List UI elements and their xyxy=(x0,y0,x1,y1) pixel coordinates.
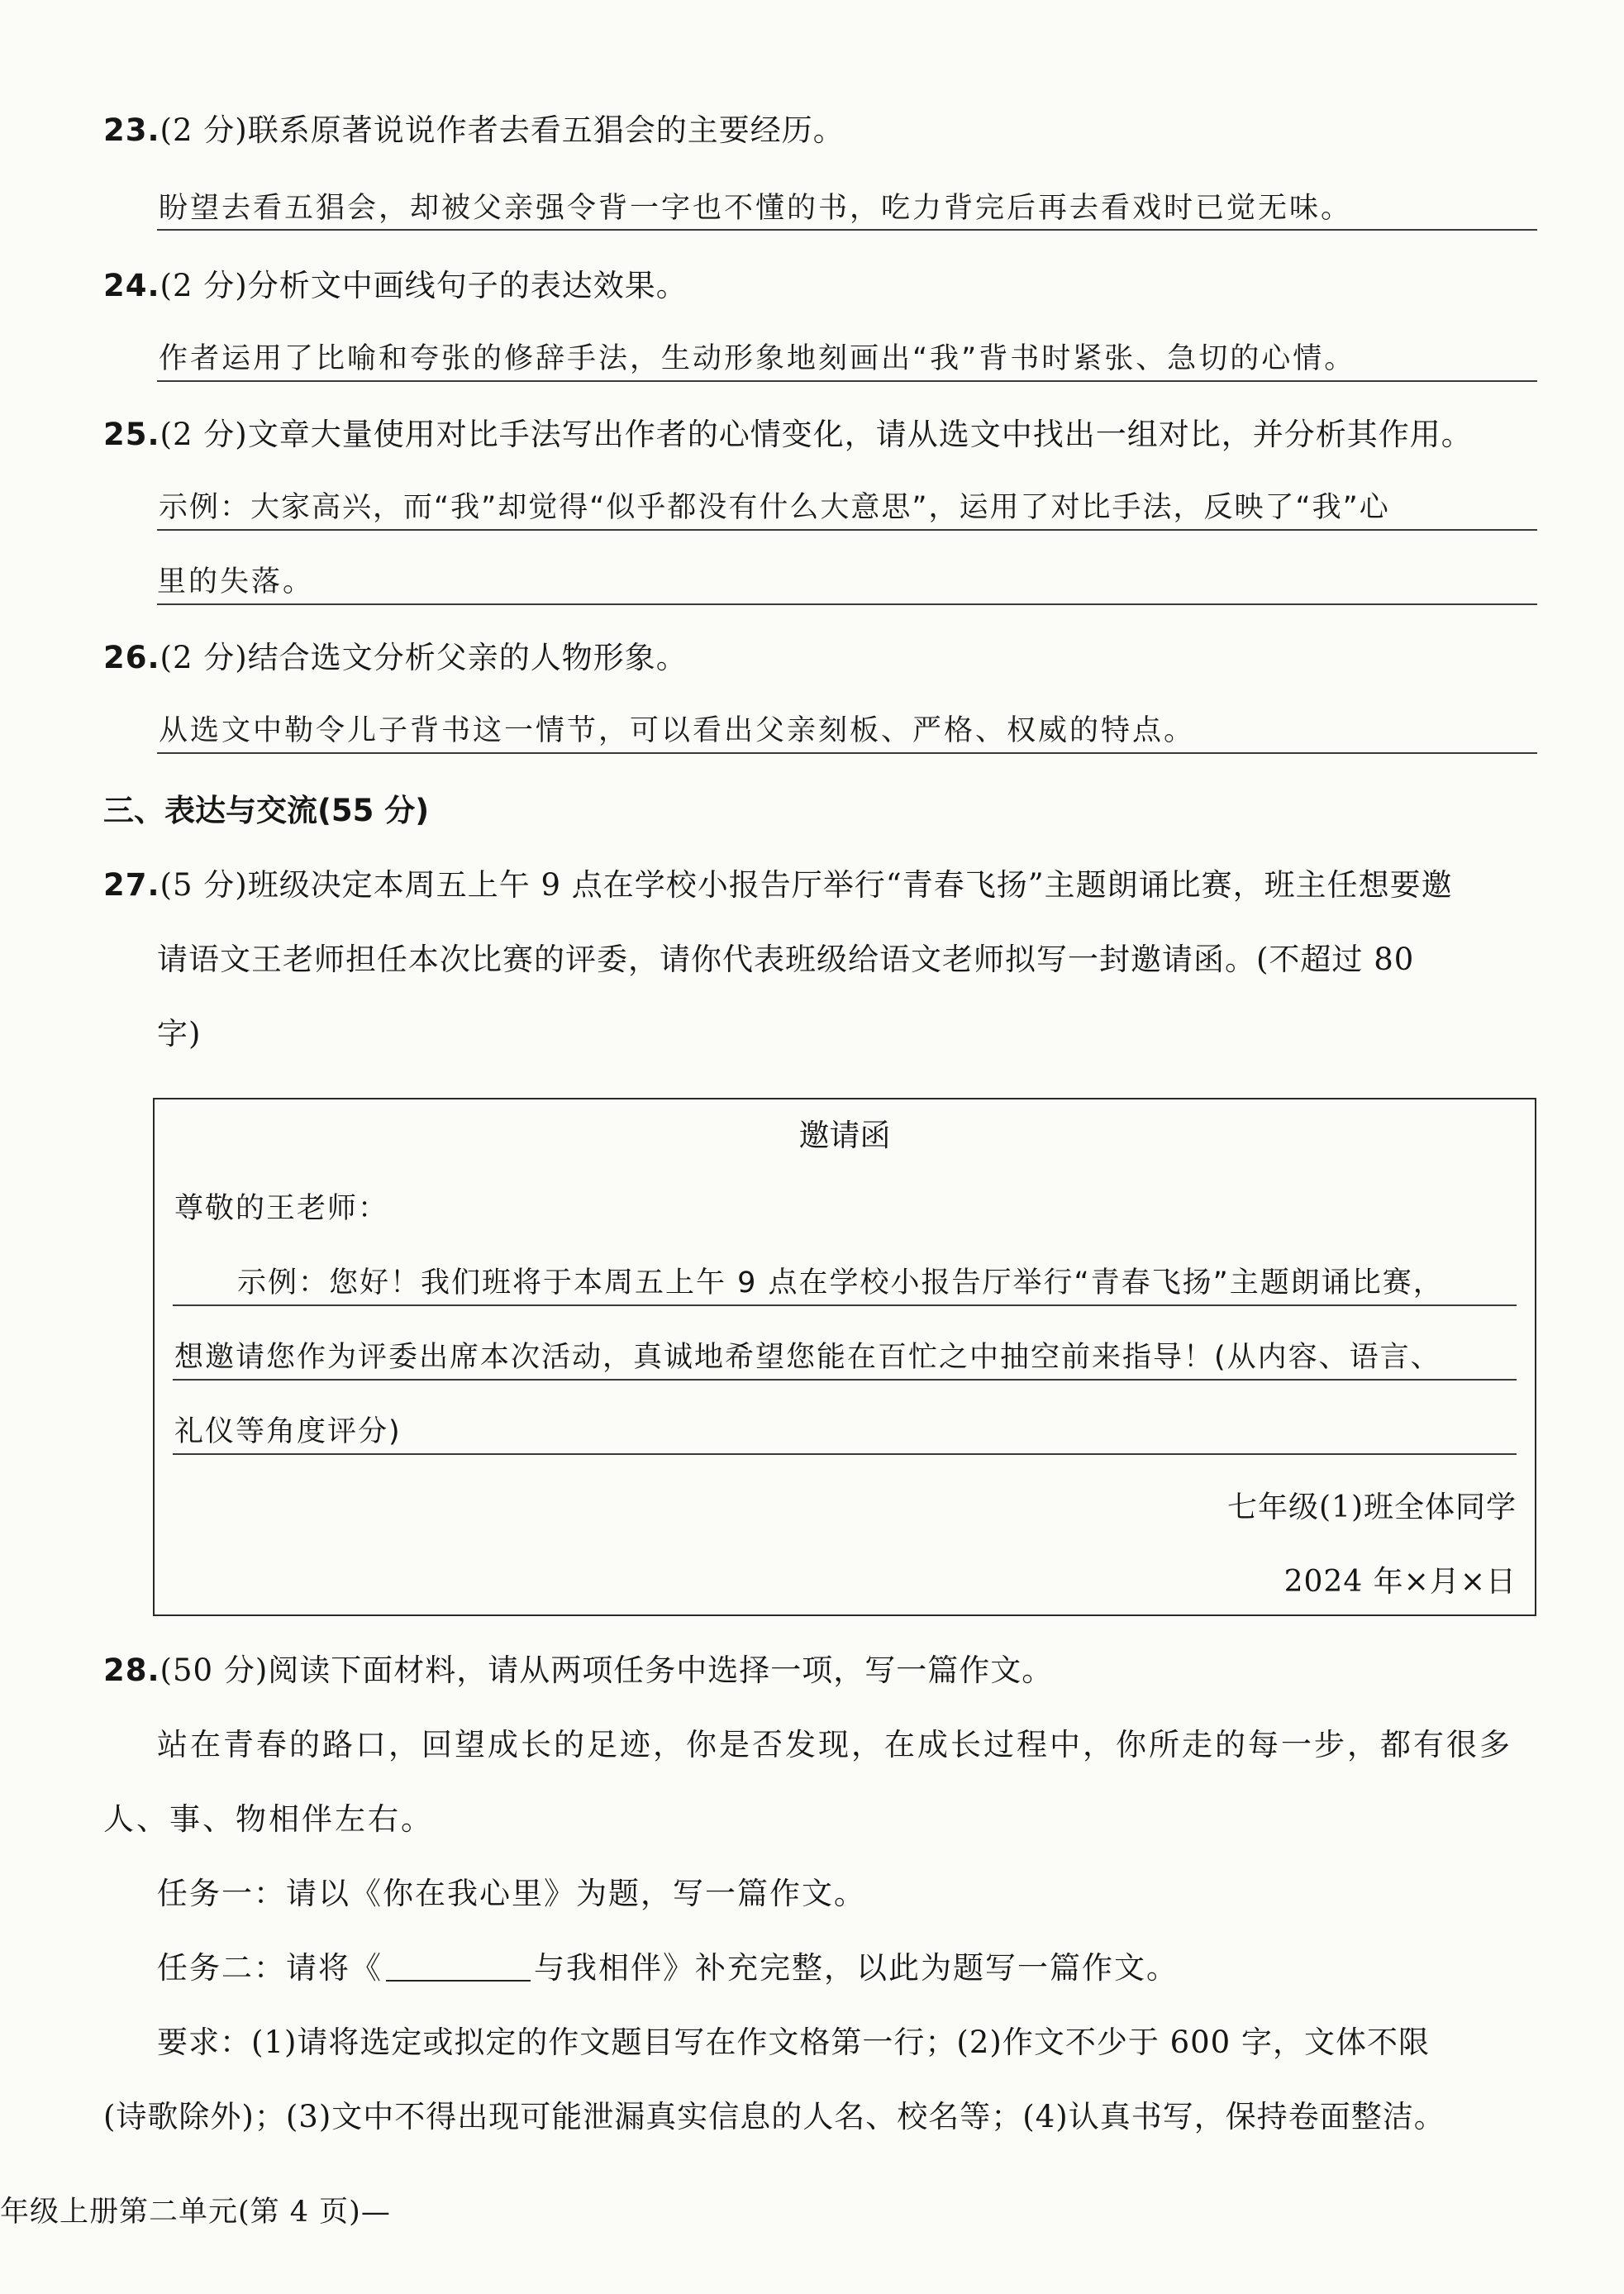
answer-line xyxy=(157,752,1537,754)
letter-line xyxy=(173,1453,1517,1455)
question-27-line1 xyxy=(103,864,1574,907)
invitation-letter-box xyxy=(153,1098,1536,1616)
question-text: (50 分)阅读下面材料，请从两项任务中选择一项，写一篇作文。 xyxy=(160,1653,1054,1688)
letter-line xyxy=(173,1379,1517,1381)
answer-26: 从选文中勒令儿子背书这一情节，可以看出父亲刻板、严格、权威的特点。 xyxy=(159,714,1196,747)
answer-line xyxy=(157,229,1537,231)
question-27-line2: 请语文王老师担任本次比赛的评委，请你代表班级给语文老师拟写一封邀请函。(不超过 80 xyxy=(157,942,1415,977)
question-23 xyxy=(103,109,1574,152)
question-number: 28. xyxy=(103,1653,160,1688)
question-28 xyxy=(103,1649,1574,1692)
question-number: 24. xyxy=(103,268,160,303)
task-two-prefix: 任务二：请将《 xyxy=(157,1950,383,1986)
letter-title: 邀请函 xyxy=(798,1118,891,1153)
question-24 xyxy=(103,265,1574,308)
task-one: 任务一：请以《你在我心里》为题，写一篇作文。 xyxy=(157,1876,866,1911)
question-number: 27. xyxy=(103,867,160,903)
task-two xyxy=(157,1947,1574,1990)
letter-signature: 七年级(1)班全体同学 xyxy=(1227,1490,1517,1524)
question-text: (2 分)文章大量使用对比手法写出作者的心情变化，请从选文中找出一组对比，并分析其作用。 xyxy=(160,417,1473,452)
letter-body-line3: 礼仪等角度评分) xyxy=(174,1415,402,1448)
requirements-line1: 要求：(1)请将选定或拟定的作文题目写在作文格第一行；(2)作文不少于 600 字，文体不限 xyxy=(157,2025,1430,2060)
material-line1: 站在青春的路口，回望成长的足迹，你是否发现，在成长过程中，你所走的每一步，都有很多 xyxy=(157,1727,1512,1762)
answer-line xyxy=(157,603,1537,605)
section-heading: 三、表达与交流(55 分) xyxy=(103,793,430,828)
question-text: (5 分)班级决定本周五上午 9 点在学校小报告厅举行“青春飞扬”主题朗诵比赛，班主任想要邀 xyxy=(160,867,1453,903)
question-text: (2 分)分析文中画线句子的表达效果。 xyxy=(160,268,688,303)
answer-25-line2: 里的失落。 xyxy=(157,565,315,599)
title-blank xyxy=(386,1950,531,1982)
requirements-line2: (诗歌除外)；(3)文中不得出现可能泄漏真实信息的人名、校名等；(4)认真书写，保持卷面整洁。 xyxy=(103,2099,1445,2134)
letter-date: 2024 年×月×日 xyxy=(1283,1565,1517,1599)
question-number: 25. xyxy=(103,417,160,452)
answer-line xyxy=(157,380,1537,382)
answer-23: 盼望去看五猖会，却被父亲强令背一字也不懂的书，吃力背完后再去看戏时已觉无味。 xyxy=(159,192,1353,225)
question-26 xyxy=(103,637,1574,680)
task-two-suffix: 与我相伴》补充完整，以此为题写一篇作文。 xyxy=(534,1950,1179,1986)
material-line2: 人、事、物相伴左右。 xyxy=(103,1801,434,1837)
answer-line xyxy=(157,529,1537,531)
question-27-line3: 字) xyxy=(157,1016,202,1052)
question-text: (2 分)结合选文分析父亲的人物形象。 xyxy=(160,640,688,675)
question-number: 26. xyxy=(103,640,160,675)
letter-body-line2: 想邀请您作为评委出席本次活动，真诚地希望您能在百忙之中抽空前来指导！(从内容、语言、 xyxy=(174,1341,1441,1374)
page-footer: 年级上册第二单元(第 4 页)— xyxy=(0,2196,391,2229)
question-number: 23. xyxy=(103,112,160,148)
letter-line xyxy=(173,1304,1517,1306)
answer-24: 作者运用了比喻和夸张的修辞手法，生动形象地刻画出“我”背书时紧张、急切的心情。 xyxy=(159,342,1356,375)
question-text: (2 分)联系原著说说作者去看五猖会的主要经历。 xyxy=(160,112,845,148)
letter-greeting: 尊敬的王老师： xyxy=(174,1192,389,1225)
question-25 xyxy=(103,413,1574,456)
letter-body-line1: 示例：您好！我们班将于本周五上午 9 点在学校小报告厅举行“青春飞扬”主题朗诵比赛， xyxy=(237,1266,1444,1300)
answer-25-line1: 示例：大家高兴，而“我”却觉得“似乎都没有什么大意思”，运用了对比手法，反映了“我”心 xyxy=(159,491,1390,524)
